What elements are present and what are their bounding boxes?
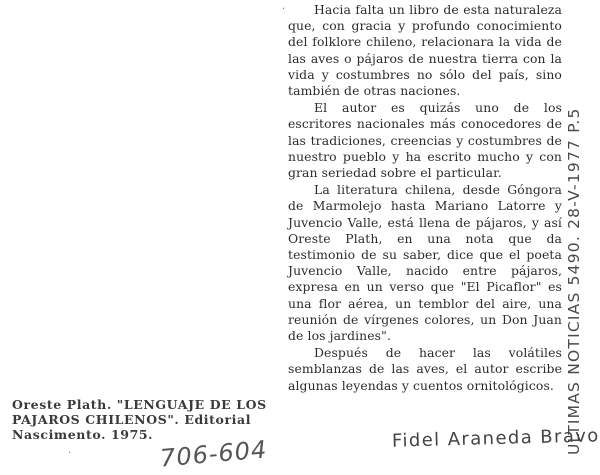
handwritten-author-signature: Fidel Araneda Bravo (391, 425, 600, 452)
article-paragraph: Hacia falta un libro de esta naturaleza que, con gracia y profundo conocimiento del folklore chileno, relacionara la vida de las aves o pájaros de nuestra tierra con la vida y costumbres no sólo del país, sino también de otras naciones. (288, 2, 562, 99)
handwritten-catalog-number: 706-604 (158, 435, 269, 473)
handwritten-source-note: ULTIMAS NOTICIAS 5490. 28-V-1977 P.5 (565, 107, 583, 455)
article-column (282, 2, 562, 395)
book-caption: Oreste Plath. "LENGUAJE DE LOS PAJAROS CHILENOS". Editorial Nascimento. 1975. (12, 397, 267, 443)
stray-mark: · (68, 448, 72, 459)
decorative-dots: · (282, 4, 286, 15)
article-paragraph: La literatura chilena, desde Góngora de Marmolejo hasta Mariano Latorre y Juvencio Valle, está llena de pájaros, y así Oreste Plath, en una nota que da testimonio de su saber, dice que el poeta Juvencio Valle, nacido entre pájaros, expresa en un verso que "El Picaflor" es una flor aérea, un temblor del aire, una reunión de vírgenes colores, un Don Juan de los jardines". (288, 182, 562, 344)
article-paragraph: El autor es quizás uno de los escritores nacionales más conocedores de las tradiciones, creencias y costumbres de nuestro pueblo y ha escrito mucho y con gran seriedad sobre el particular. (288, 100, 562, 181)
article-paragraph: Después de hacer las volátiles semblanzas de las aves, el autor escribe algunas leyendas y cuentos ornitológicos. (288, 345, 562, 393)
